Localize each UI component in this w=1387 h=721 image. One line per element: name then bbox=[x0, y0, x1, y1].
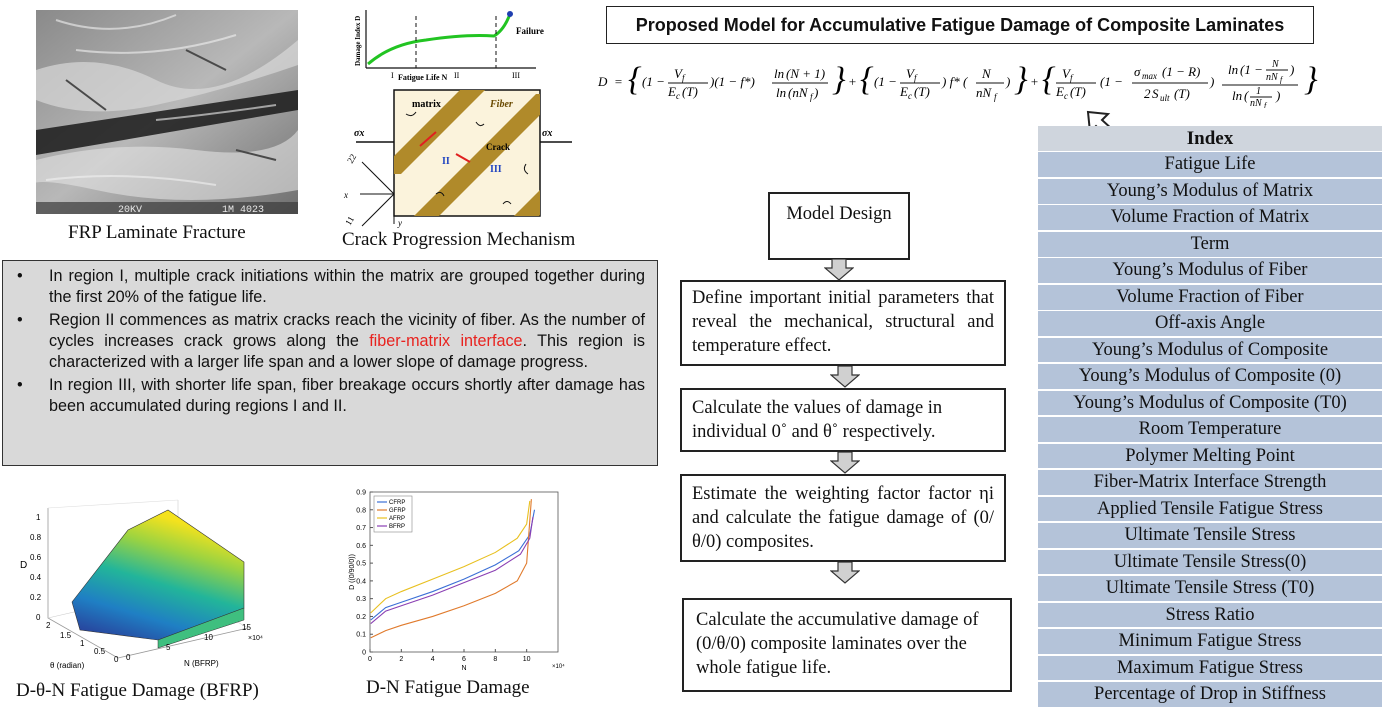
svg-text:nN: nN bbox=[1266, 72, 1278, 83]
svg-text:c: c bbox=[676, 91, 680, 101]
down-arrow-icon bbox=[830, 562, 860, 584]
flow-step-3-label: Estimate the weighting factor factor ηi and calculate the fatigue damage of (0/θ/0) composites. bbox=[692, 484, 994, 552]
y-tick-label: 0.5 bbox=[356, 560, 366, 568]
damage-curve-inset bbox=[354, 10, 544, 82]
svg-text:ln: ln bbox=[774, 66, 785, 81]
x-axis-label: N bbox=[461, 665, 467, 672]
y-tick-0: 0 bbox=[126, 653, 131, 662]
svg-text:max: max bbox=[1142, 71, 1157, 81]
svg-text:+: + bbox=[1030, 74, 1039, 89]
sem-texture bbox=[36, 10, 298, 214]
svg-text:N: N bbox=[982, 66, 991, 81]
index-item: Young’s Modulus of Matrix bbox=[1038, 179, 1382, 204]
page-title: Proposed Model for Accumulative Fatigue Damage of Composite Laminates bbox=[606, 6, 1314, 44]
axis-x-label: x bbox=[344, 190, 348, 200]
svg-text:f: f bbox=[682, 73, 685, 83]
svg-text:V: V bbox=[1062, 66, 1070, 81]
svg-text:f: f bbox=[1070, 73, 1073, 83]
svg-text:E: E bbox=[900, 84, 908, 99]
bullet-region-2 bbox=[11, 310, 645, 373]
svg-text:f: f bbox=[994, 92, 997, 102]
svg-text:+: + bbox=[848, 74, 857, 89]
x-tick-2: 2 bbox=[46, 621, 51, 630]
svg-text:(1 −: (1 − bbox=[642, 74, 665, 89]
z-tick-4: 0.8 bbox=[30, 533, 42, 542]
y-tick-label: 0.9 bbox=[356, 489, 366, 497]
caption-surface: D-θ-N Fatigue Damage (BFRP) bbox=[16, 680, 259, 701]
x-tick-label: 4 bbox=[430, 656, 435, 663]
z-axis-label: D bbox=[20, 560, 28, 571]
x-tick-label: 0 bbox=[368, 656, 372, 663]
y-axis-label: D ((0/90/0)) bbox=[349, 554, 356, 590]
flow-model-design bbox=[768, 192, 910, 260]
svg-text:ult: ult bbox=[1160, 93, 1170, 103]
svg-text:=: = bbox=[614, 74, 623, 89]
y-axis-label: N (BFRP) bbox=[184, 659, 219, 668]
bullet-region-2-text-b: . This region is characterized with a larger life span and a lower slope of damage progress. bbox=[49, 332, 646, 371]
index-item: Young’s Modulus of Composite (0) bbox=[1038, 364, 1382, 389]
index-item: Percentage of Drop in Stiffness bbox=[1038, 682, 1382, 707]
x-exponent: ×10⁴ bbox=[552, 664, 565, 670]
x-tick-0-5: 0.5 bbox=[94, 647, 106, 656]
bullet-region-2-text-a: Region II commences as matrix cracks reach the vicinity of fiber. As the number of cycles increases crack grows along the bbox=[49, 311, 645, 350]
z-tick-5: 1 bbox=[36, 513, 41, 522]
crack-schematic bbox=[336, 4, 576, 230]
svg-text:): ) bbox=[814, 85, 819, 100]
index-item: Fatigue Life bbox=[1038, 152, 1382, 177]
flow-step-2-label: Calculate the values of damage in individual 0˚ and θ˚ respectively. bbox=[692, 398, 943, 442]
surface-plot bbox=[8, 490, 278, 670]
crack-label: Crack bbox=[486, 142, 510, 152]
svg-text:): ) bbox=[1290, 62, 1295, 77]
y-tick-label: 0.3 bbox=[356, 596, 366, 604]
bullet-region-3: • In region III, with shorter life span, fiber breakage occurs shortly after damage has been accumulated during regions I and II. bbox=[11, 375, 645, 417]
fiber-label: Fiber bbox=[490, 99, 513, 110]
svg-text:): ) bbox=[1006, 74, 1011, 89]
y-tick-15: 15 bbox=[242, 623, 251, 632]
failure-label: Failure bbox=[516, 26, 544, 36]
bullet-region-1: • In region I, multiple crack initiations within the matrix are grouped together during the first 20% of the fatigue life. bbox=[11, 266, 645, 308]
z-tick-1: 0.2 bbox=[30, 593, 42, 602]
index-item: Young’s Modulus of Composite (T0) bbox=[1038, 391, 1382, 416]
y-tick-label: 0.1 bbox=[356, 631, 366, 639]
flow-step-2 bbox=[680, 388, 1006, 452]
index-item: Off-axis Angle bbox=[1038, 311, 1382, 336]
svg-text:(nN: (nN bbox=[788, 85, 808, 100]
index-header: Index bbox=[1038, 126, 1382, 151]
svg-text:f: f bbox=[1264, 101, 1267, 108]
svg-text:(N + 1): (N + 1) bbox=[786, 66, 826, 81]
svg-text:nN: nN bbox=[1250, 98, 1262, 108]
region-i-label: I bbox=[391, 71, 394, 80]
y-tick-label: 0.2 bbox=[356, 613, 366, 621]
svg-text:{: { bbox=[1042, 61, 1056, 98]
svg-text:f: f bbox=[1280, 75, 1283, 84]
index-item: Stress Ratio bbox=[1038, 603, 1382, 628]
fatigue-life-axis-label: Fatigue Life N bbox=[398, 73, 448, 82]
index-item: Fiber-Matrix Interface Strength bbox=[1038, 470, 1382, 495]
y-tick-label: 0.6 bbox=[356, 542, 366, 550]
z-tick-3: 0.6 bbox=[30, 553, 42, 562]
index-item: Ultimate Tensile Stress bbox=[1038, 523, 1382, 548]
svg-text:(1 −: (1 − bbox=[1100, 74, 1123, 89]
y-tick-5: 5 bbox=[166, 643, 171, 652]
y-tick-label: 0.7 bbox=[356, 525, 366, 533]
y-tick-label: 0 bbox=[362, 649, 366, 657]
index-item: Applied Tensile Fatigue Stress bbox=[1038, 497, 1382, 522]
matrix-label: matrix bbox=[412, 99, 441, 110]
x-tick-label: 8 bbox=[493, 656, 498, 663]
sem-voltage-label: 20KV bbox=[118, 205, 143, 214]
flow-step-4 bbox=[682, 598, 1012, 692]
index-item: Volume Fraction of Fiber bbox=[1038, 285, 1382, 310]
flow-model-design-label: Model Design bbox=[786, 204, 892, 224]
damage-equation bbox=[596, 52, 1346, 108]
y-tick-label: 0.4 bbox=[356, 578, 366, 586]
svg-text:(T): (T) bbox=[1174, 86, 1190, 101]
index-item: Polymer Melting Point bbox=[1038, 444, 1382, 469]
legend-label: BFRP bbox=[389, 524, 406, 530]
svg-text:II: II bbox=[442, 156, 450, 167]
region-description-box bbox=[2, 260, 658, 466]
svg-text:): ) bbox=[1276, 88, 1281, 103]
svg-text:f: f bbox=[810, 92, 813, 102]
sigma-right-label: σx bbox=[542, 128, 553, 139]
flow-step-3 bbox=[680, 474, 1006, 562]
down-arrow-icon bbox=[824, 259, 854, 281]
svg-text:S: S bbox=[1152, 86, 1159, 101]
region-ii-label: II bbox=[454, 71, 460, 80]
svg-text:) f* (: ) f* ( bbox=[942, 74, 968, 89]
index-item: Young’s Modulus of Fiber bbox=[1038, 258, 1382, 283]
svg-text:(1 −: (1 − bbox=[874, 74, 897, 89]
svg-text:V: V bbox=[674, 66, 682, 81]
svg-text:c: c bbox=[1064, 91, 1068, 101]
caption-fracture: FRP Laminate Fracture bbox=[68, 222, 246, 243]
svg-text:ln: ln bbox=[1228, 62, 1239, 77]
caption-crack: Crack Progression Mechanism bbox=[342, 229, 576, 250]
y-tick-label: 0.8 bbox=[356, 507, 366, 515]
z-tick-0: 0 bbox=[36, 613, 41, 622]
down-arrow-icon bbox=[830, 366, 860, 388]
svg-text:}: } bbox=[1304, 61, 1318, 98]
flow-step-4-label: Calculate the accumulative damage of (0/θ/0) composite laminates over the whole fatigue life. bbox=[696, 610, 979, 678]
svg-text:(T): (T) bbox=[914, 84, 930, 99]
down-arrow-icon bbox=[830, 452, 860, 474]
axis-y-label: y bbox=[398, 218, 402, 228]
svg-text:(T): (T) bbox=[1070, 84, 1086, 99]
sem-scale-label: 1M 4023 bbox=[222, 205, 265, 214]
sigma-left-label: σx bbox=[354, 128, 365, 139]
dn-chart bbox=[346, 484, 570, 674]
index-table bbox=[1038, 126, 1382, 709]
index-item: Ultimate Tensile Stress (T0) bbox=[1038, 576, 1382, 601]
svg-text:c: c bbox=[908, 91, 912, 101]
z-tick-2: 0.4 bbox=[30, 573, 42, 582]
svg-text:D: D bbox=[598, 74, 608, 89]
damage-index-axis-label: Damage Index D bbox=[354, 15, 362, 66]
index-item: Room Temperature bbox=[1038, 417, 1382, 442]
svg-text:(1 −: (1 − bbox=[1240, 62, 1263, 77]
laminate-block bbox=[343, 64, 576, 230]
svg-text:}: } bbox=[832, 61, 846, 98]
svg-text:(: ( bbox=[1244, 88, 1249, 103]
legend-label: CFRP bbox=[389, 500, 406, 506]
svg-text:(1 − R): (1 − R) bbox=[1162, 64, 1201, 79]
x-tick-0: 0 bbox=[114, 655, 119, 664]
index-item: Volume Fraction of Matrix bbox=[1038, 205, 1382, 230]
index-item: Maximum Fatigue Stress bbox=[1038, 656, 1382, 681]
svg-text:{: { bbox=[860, 61, 874, 98]
x-tick-label: 6 bbox=[462, 656, 466, 663]
svg-text:{: { bbox=[628, 61, 642, 98]
x-tick-label: 2 bbox=[399, 656, 404, 663]
svg-text:V: V bbox=[906, 66, 914, 81]
svg-text:E: E bbox=[668, 84, 676, 99]
svg-text:)(1 − f*): )(1 − f*) bbox=[710, 74, 755, 89]
region-iii-label: III bbox=[512, 71, 520, 80]
index-item: Term bbox=[1038, 232, 1382, 257]
svg-text:): ) bbox=[1210, 74, 1215, 89]
svg-text:N: N bbox=[1272, 59, 1279, 70]
svg-text:ln: ln bbox=[776, 85, 787, 100]
x-axis-label: θ (radian) bbox=[50, 661, 85, 670]
svg-text:III: III bbox=[490, 164, 502, 175]
x-tick-1: 1 bbox=[80, 639, 85, 648]
svg-text:σ: σ bbox=[1134, 64, 1141, 79]
y-tick-10: 10 bbox=[204, 633, 213, 642]
flow-step-1 bbox=[680, 280, 1006, 366]
index-item: Ultimate Tensile Stress(0) bbox=[1038, 550, 1382, 575]
axis-11-label: 11 bbox=[343, 214, 357, 227]
svg-text:}: } bbox=[1014, 61, 1028, 98]
legend-label: AFRP bbox=[389, 516, 406, 522]
flow-step-1-label: Define important initial parameters that reveal the mechanical, structural and temperature effect. bbox=[692, 288, 994, 356]
caption-dn: D-N Fatigue Damage bbox=[366, 677, 530, 698]
fracture-sem-image bbox=[36, 10, 298, 214]
legend-label: GFRP bbox=[389, 508, 406, 514]
x-tick-1-5: 1.5 bbox=[60, 631, 72, 640]
svg-text:E: E bbox=[1056, 84, 1064, 99]
bullet-region-2-highlight: fiber-matrix interface bbox=[369, 332, 523, 350]
svg-text:(T): (T) bbox=[682, 84, 698, 99]
svg-text:nN: nN bbox=[976, 85, 992, 100]
axis-22-label: 22 bbox=[345, 152, 359, 165]
svg-text:f: f bbox=[914, 73, 917, 83]
svg-text:2: 2 bbox=[1144, 86, 1151, 101]
x-tick-label: 10 bbox=[522, 656, 531, 663]
index-item: Minimum Fatigue Stress bbox=[1038, 629, 1382, 654]
svg-text:ln: ln bbox=[1232, 88, 1243, 103]
svg-text:1: 1 bbox=[1256, 86, 1261, 97]
index-item: Young’s Modulus of Composite bbox=[1038, 338, 1382, 363]
y-exponent: ×10⁴ bbox=[248, 635, 263, 642]
